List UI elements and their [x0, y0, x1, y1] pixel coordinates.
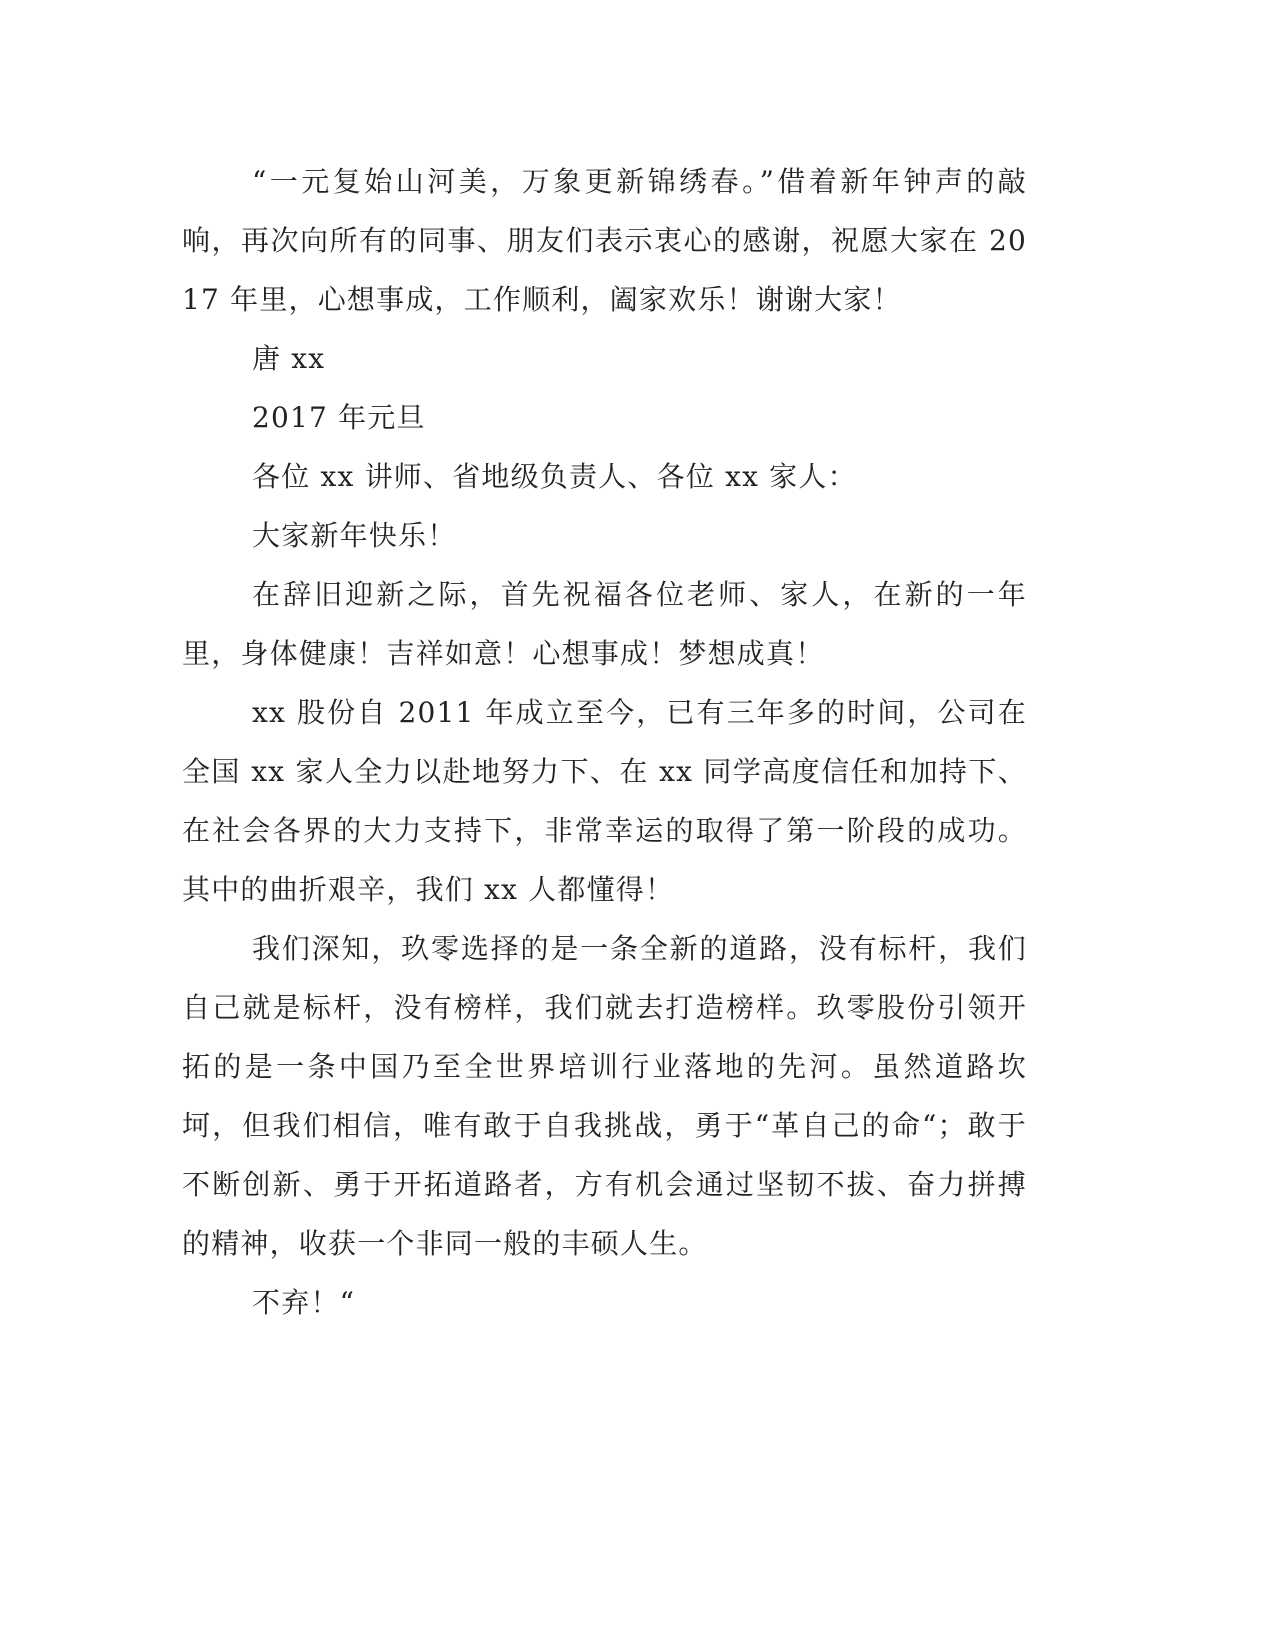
closing-paragraph: “一元复始山河美，万象更新锦绣春。”借着新年钟声的敲响，再次向所有的同事、朋友们表示衷心的感谢，祝愿大家在 2017 年里，心想事成，工作顺利，阖家欢乐！谢谢大家！: [182, 165, 1027, 316]
signature-name: 唐 xx: [252, 342, 326, 375]
vision-paragraph: 我们深知，玖零选择的是一条全新的道路，没有标杆，我们自己就是标杆，没有榜样，我们就去打造榜样。玖零股份引领开拓的是一条中国乃至全世界培训行业落地的先河。虽然道路坎坷，但我们相信，唯有敢于自我挑战，勇于“革自己的命“；敢于不断创新、勇于开拓道路者，方有机会通过坚韧不拔、奋力拼搏的精神，收获一个非同一般的丰硕人生。: [182, 932, 1027, 1260]
document-body: [182, 152, 1027, 1332]
greeting: 大家新年快乐！: [252, 519, 457, 552]
final-fragment: 不弃！“: [252, 1286, 356, 1319]
company-history-paragraph: xx 股份自 2011 年成立至今，已有三年多的时间，公司在全国 xx 家人全力以赴地努力下、在 xx 同学高度信任和加持下、在社会各界的大力支持下，非常幸运的取得了第一阶段的成功。其中的曲折艰辛，我们 xx 人都懂得！: [182, 696, 1027, 906]
signature-date: 2017 年元旦: [252, 401, 426, 434]
blessing-paragraph: 在辞旧迎新之际，首先祝福各位老师、家人，在新的一年里，身体健康！吉祥如意！心想事成！梦想成真！: [182, 578, 1027, 670]
salutation: 各位 xx 讲师、省地级负责人、各位 xx 家人：: [252, 460, 857, 493]
